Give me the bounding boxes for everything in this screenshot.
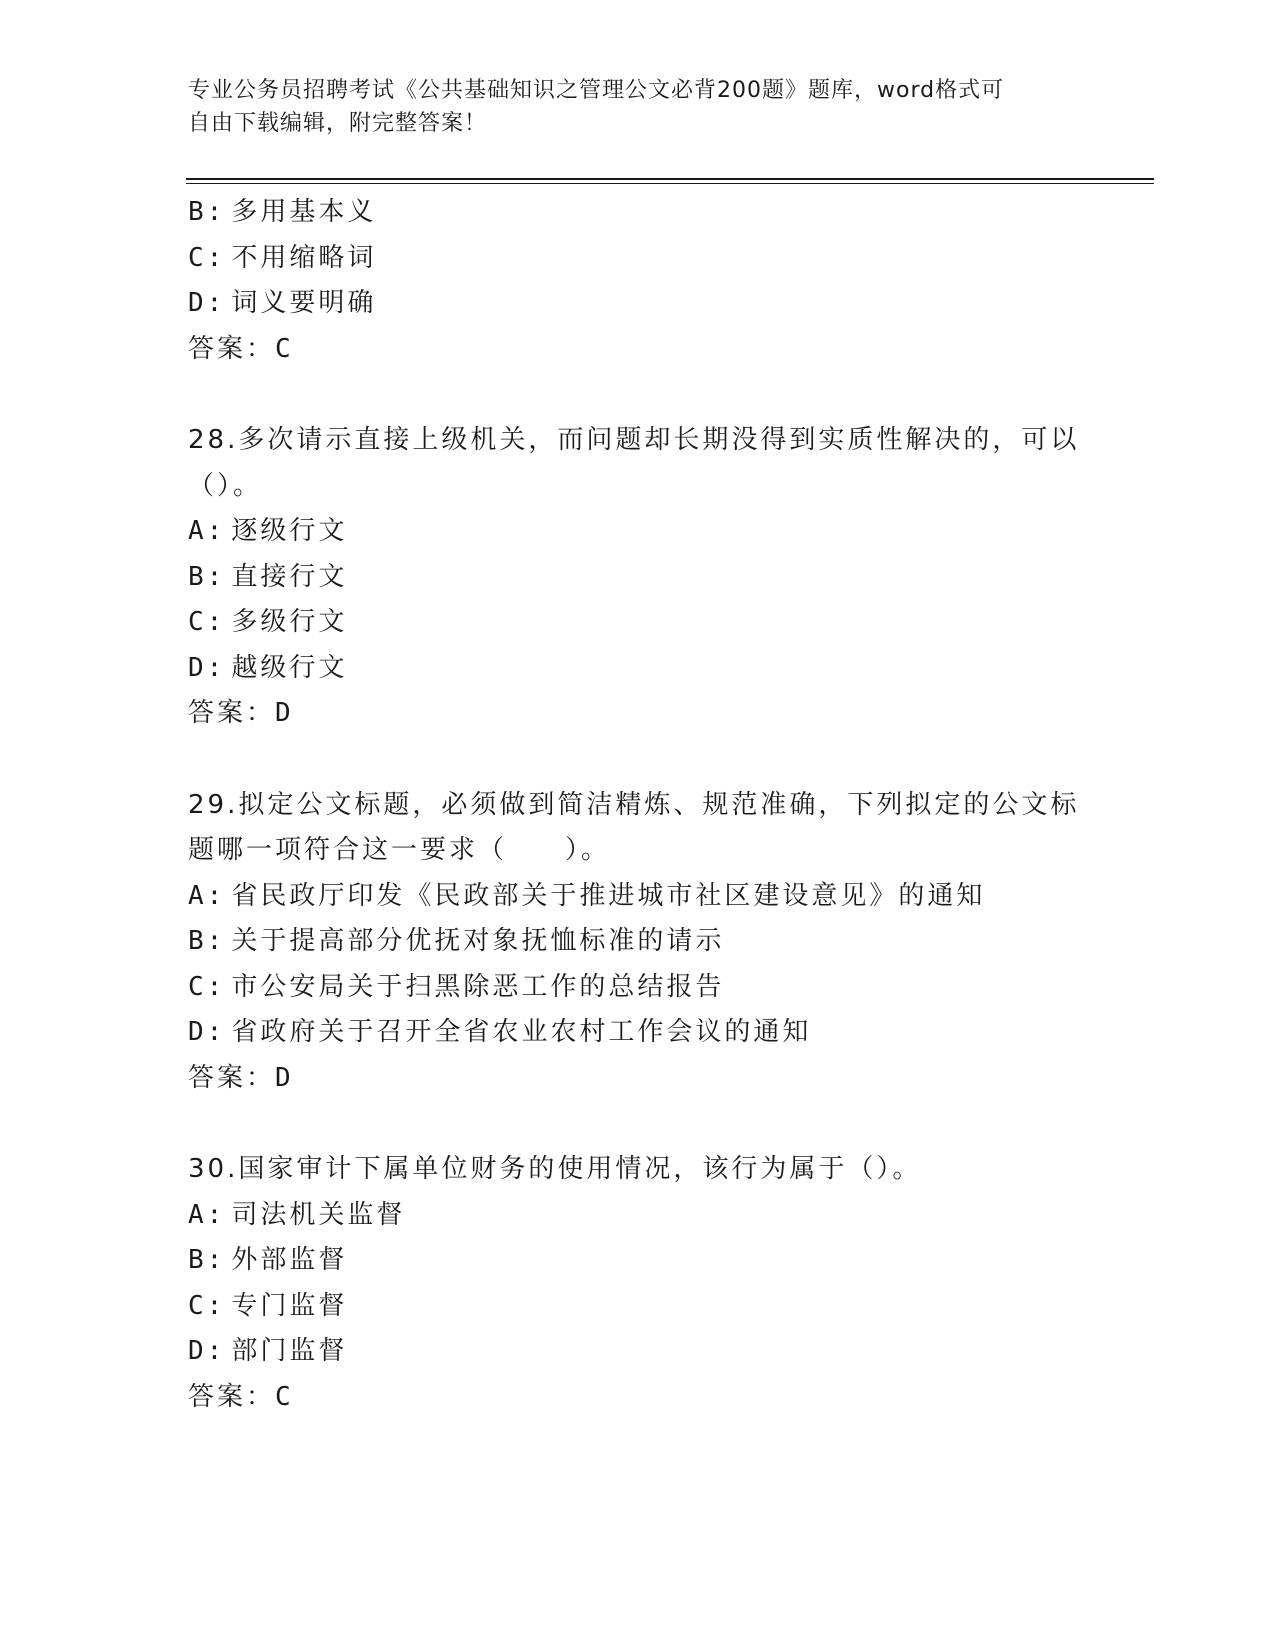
question-content xyxy=(188,190,1088,1420)
option-text: 部门监督 xyxy=(231,1336,348,1366)
option-text: 词义要明确 xyxy=(231,288,377,318)
option-letter: A: xyxy=(188,880,226,911)
option-letter: B: xyxy=(188,197,226,227)
answer-key: C xyxy=(275,333,294,364)
option-b xyxy=(188,1238,1088,1284)
question-stem-line-1: 30.国家审计下属单位财务的使用情况，该行为属于（）。 xyxy=(188,1154,922,1184)
answer-label: 答案： xyxy=(188,1381,276,1412)
option-b xyxy=(188,919,1088,965)
option-text: 多级行文 xyxy=(231,607,348,637)
option-text: 省政府关于召开全省农业农村工作会议的通知 xyxy=(231,1017,812,1047)
option-letter: D: xyxy=(188,652,226,683)
answer-line xyxy=(188,327,1088,373)
spacer xyxy=(188,1101,1088,1147)
option-c xyxy=(188,965,1088,1011)
option-c xyxy=(188,1284,1088,1330)
question-28 xyxy=(188,418,1088,737)
option-letter: D: xyxy=(188,1017,226,1047)
header-line-1: 专业公务员招聘考试《公共基础知识之管理公文必背200题》题库，word格式可 xyxy=(188,78,1005,103)
spacer xyxy=(188,372,1088,418)
option-text: 省民政厅印发《民政部关于推进城市社区建设意见》的通知 xyxy=(231,880,986,911)
document-header xyxy=(188,74,1068,140)
answer-key: D xyxy=(275,1062,294,1093)
question-30 xyxy=(188,1147,1088,1420)
option-text: 专门监督 xyxy=(231,1290,348,1321)
option-letter: B: xyxy=(188,1245,226,1275)
option-letter: C: xyxy=(188,242,226,273)
option-letter: B: xyxy=(188,561,226,592)
option-letter: D: xyxy=(188,1336,226,1366)
option-letter: A: xyxy=(188,1199,226,1230)
question-stem-line-2: 题哪一项符合这一要求（ ）。 xyxy=(188,835,611,865)
header-line-2: 自由下载编辑，附完整答案！ xyxy=(188,111,488,136)
option-d xyxy=(188,646,1088,692)
answer-label: 答案： xyxy=(188,698,276,728)
answer-key: C xyxy=(275,1381,294,1412)
option-text: 逐级行文 xyxy=(231,516,348,546)
option-text: 直接行文 xyxy=(231,561,348,592)
option-a xyxy=(188,509,1088,555)
option-text: 司法机关监督 xyxy=(231,1199,406,1230)
option-b xyxy=(188,190,1088,236)
question-stem-line-2: （）。 xyxy=(188,470,263,501)
option-text: 多用基本义 xyxy=(231,197,377,227)
option-c xyxy=(188,236,1088,282)
option-text: 外部监督 xyxy=(231,1245,348,1275)
answer-label: 答案： xyxy=(188,1062,276,1093)
option-letter: C: xyxy=(188,607,226,637)
answer-line xyxy=(188,691,1088,737)
option-text: 市公安局关于扫黑除恶工作的总结报告 xyxy=(231,971,725,1002)
option-c xyxy=(188,600,1088,646)
header-rule-thin xyxy=(186,183,1154,184)
spacer xyxy=(188,737,1088,783)
option-letter: C: xyxy=(188,1290,226,1321)
header-rule-thick xyxy=(186,178,1154,180)
option-b xyxy=(188,555,1088,601)
option-d xyxy=(188,1329,1088,1375)
option-d xyxy=(188,1010,1088,1056)
question-stem-line-1: 29.拟定公文标题，必须做到简洁精炼、规范准确，下列拟定的公文标 xyxy=(188,789,1080,820)
option-text: 越级行文 xyxy=(231,652,348,683)
answer-line xyxy=(188,1375,1088,1421)
option-text: 关于提高部分优抚对象抚恤标准的请示 xyxy=(231,926,725,956)
option-a xyxy=(188,874,1088,920)
question-stem-line-1: 28.多次请示直接上级机关，而问题却长期没得到实质性解决的，可以 xyxy=(188,425,1080,455)
option-letter: D: xyxy=(188,288,226,318)
answer-line xyxy=(188,1056,1088,1102)
option-a xyxy=(188,1193,1088,1239)
question-29 xyxy=(188,783,1088,1102)
option-letter: A: xyxy=(188,516,226,546)
answer-label: 答案： xyxy=(188,333,276,364)
answer-key: D xyxy=(275,698,294,728)
option-text: 不用缩略词 xyxy=(231,242,377,273)
question-27-continued xyxy=(188,190,1088,372)
option-letter: B: xyxy=(188,926,226,956)
option-d xyxy=(188,281,1088,327)
option-letter: C: xyxy=(188,971,226,1002)
